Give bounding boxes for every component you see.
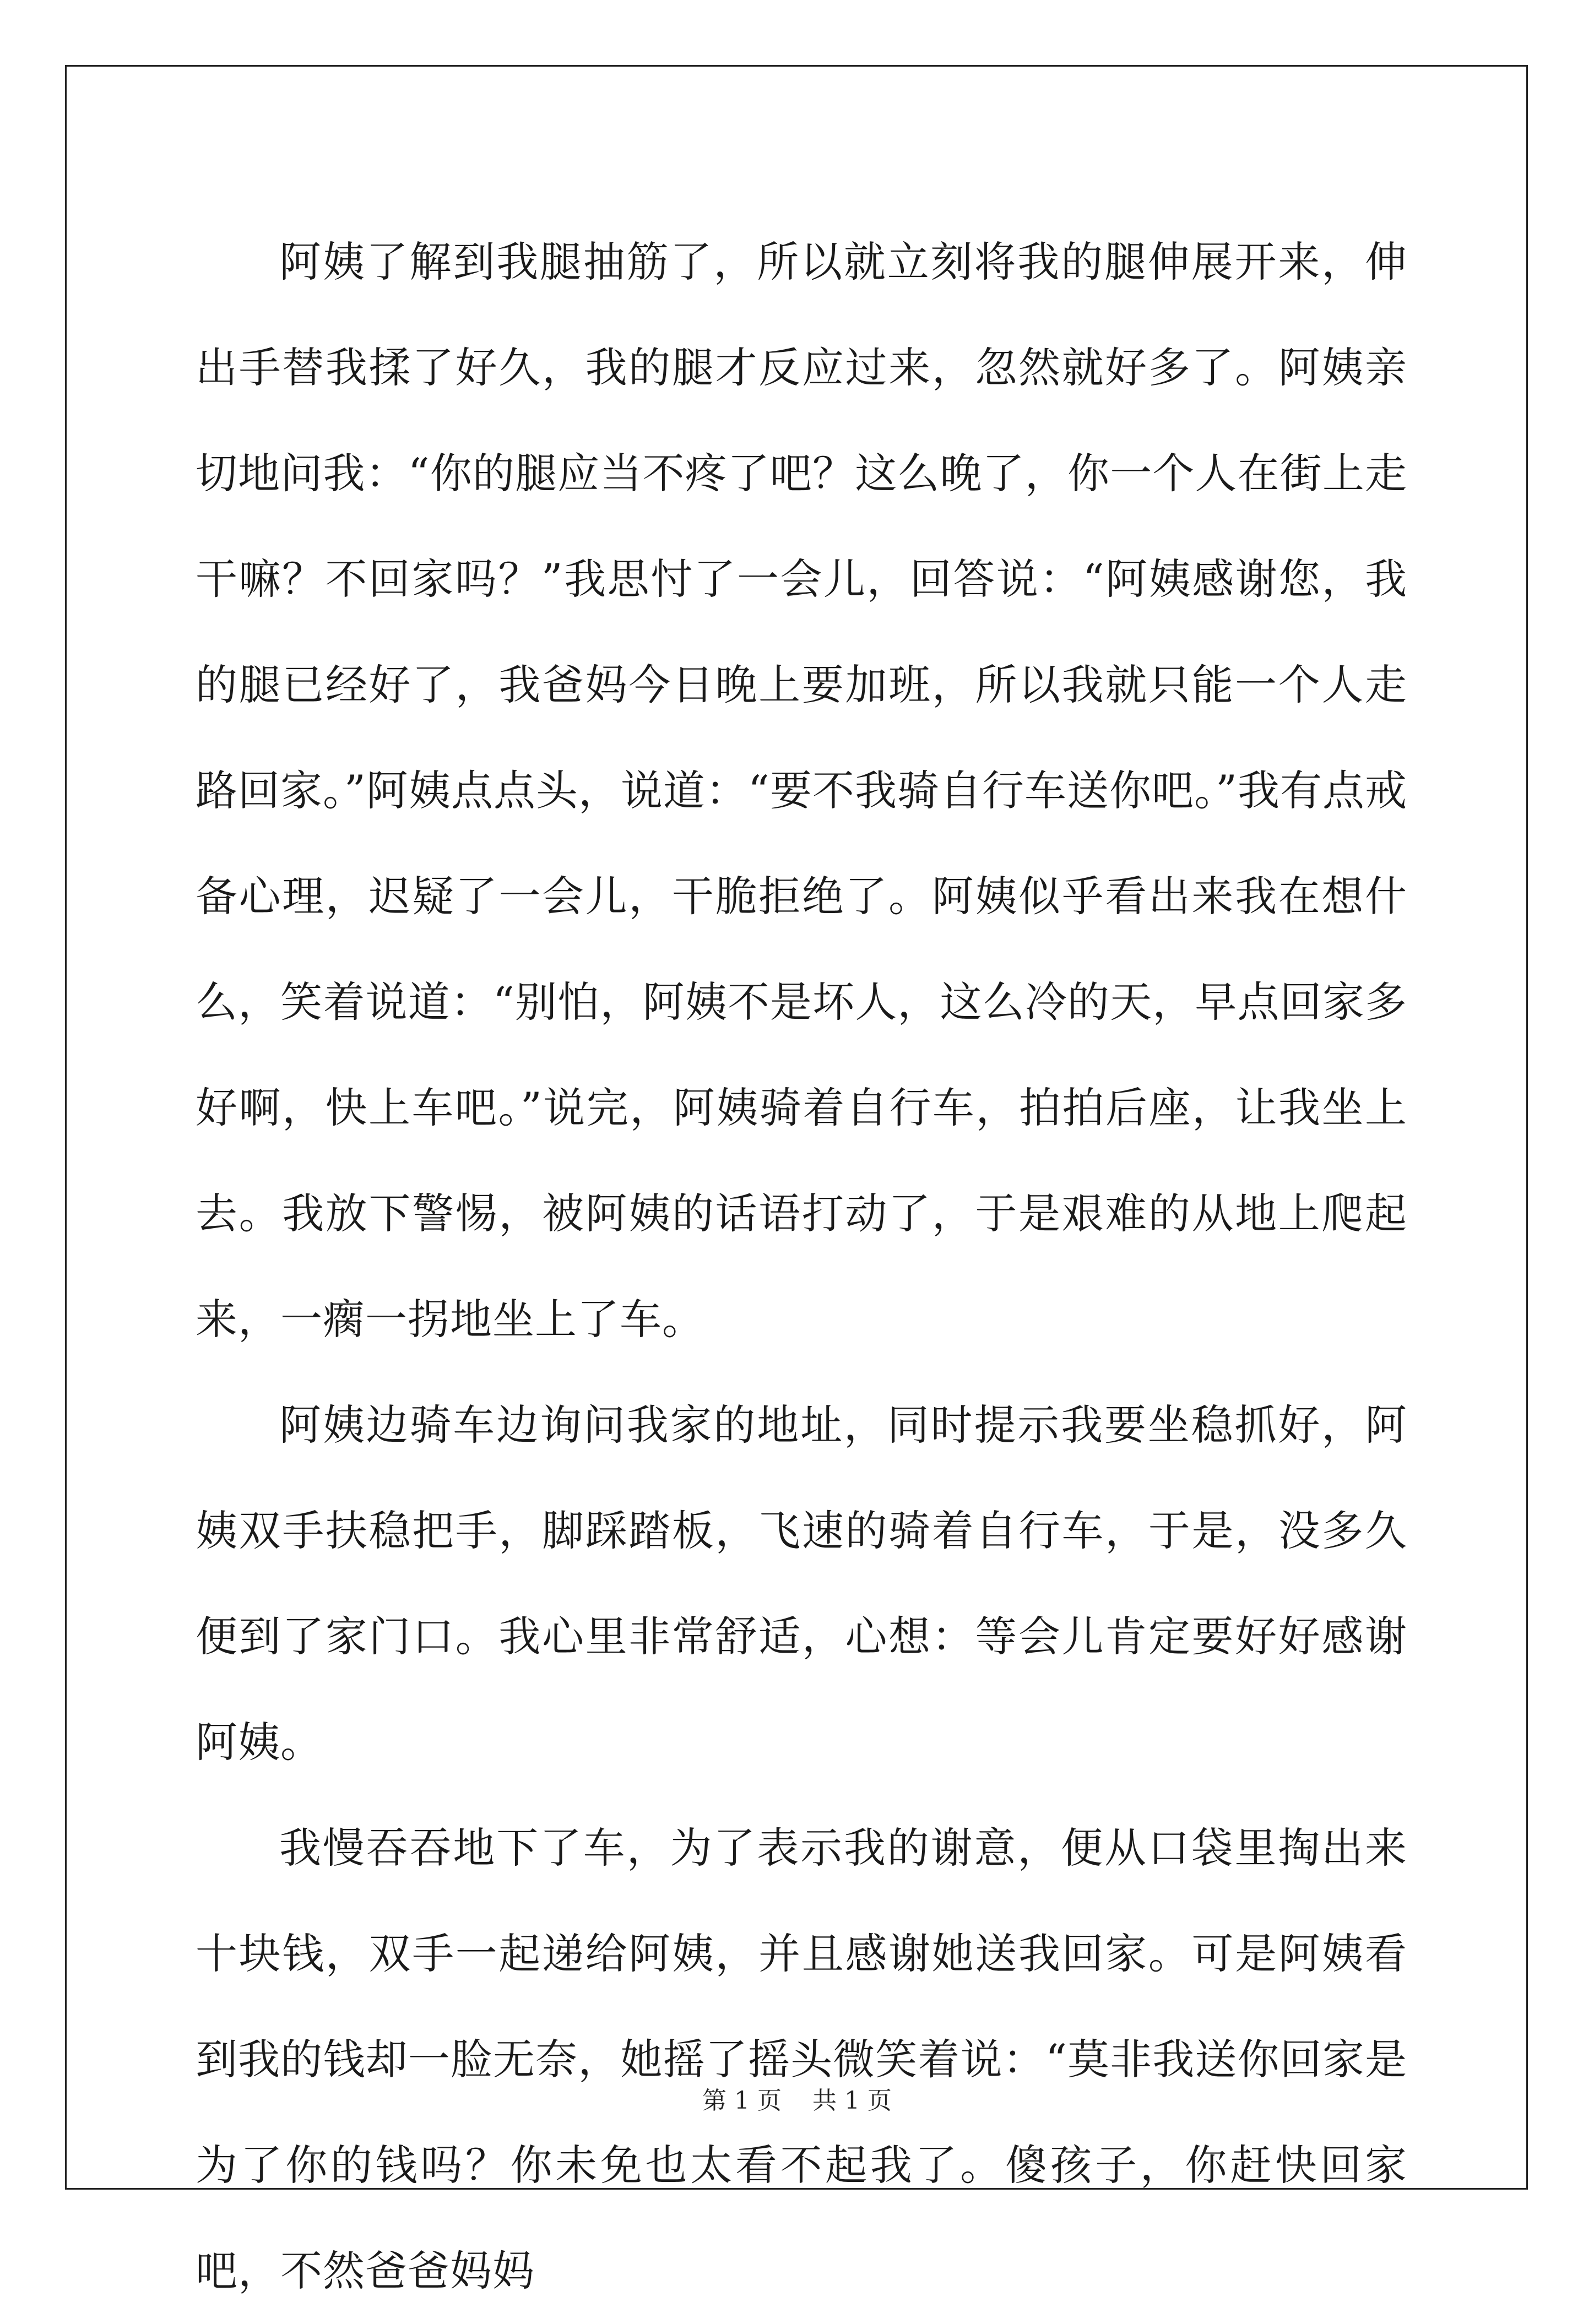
page-number-footer: 第 1 页 共 1 页 <box>702 2087 892 2115</box>
paragraph-2: 阿姨边骑车边询问我家的地址，同时提示我要坐稳抓好，阿姨双手扶稳把手，脚踩踏板，飞速的骑着自行车，于是，没多久便到了家门口。我心里非常舒适，心想：等会儿肯定要好好感谢阿姨。 <box>196 1400 1407 1767</box>
paragraph-3: 我慢吞吞地下了车，为了表示我的谢意，便从口袋里掏出来十块钱，双手一起递给阿姨，并且感谢她送我回家。可是阿姨看到我的钱却一脸无奈，她摇了摇头微笑着说：“莫非我送你回家是为了你的钱吗？你未免也太看不起我了。傻孩子，你赶快回家吧，不然爸爸妈妈 <box>196 1823 1407 2295</box>
paragraph-1: 阿姨了解到我腿抽筋了，所以就立刻将我的腿伸展开来，伸出手替我揉了好久，我的腿才反应过来，忽然就好多了。阿姨亲切地问我：“你的腿应当不疼了吧？这么晚了，你一个人在街上走干嘛？不回家吗？”我思忖了一会儿，回答说：“阿姨感谢您，我的腿已经好了，我爸妈今日晚上要加班，所以我就只能一个人走路回家。”阿姨点点头，说道：“要不我骑自行车送你吧。”我有点戒备心理，迟疑了一会儿，干脆拒绝了。阿姨似乎看出来我在想什么，笑着说道：“别怕，阿姨不是坏人，这么冷的天，早点回家多好啊，快上车吧。”说完，阿姨骑着自行车，拍拍后座，让我坐上去。我放下警惕，被阿姨的话语打动了，于是艰难的从地上爬起来，一瘸一拐地坐上了车。 <box>196 237 1407 1344</box>
document-body <box>196 209 1407 2324</box>
